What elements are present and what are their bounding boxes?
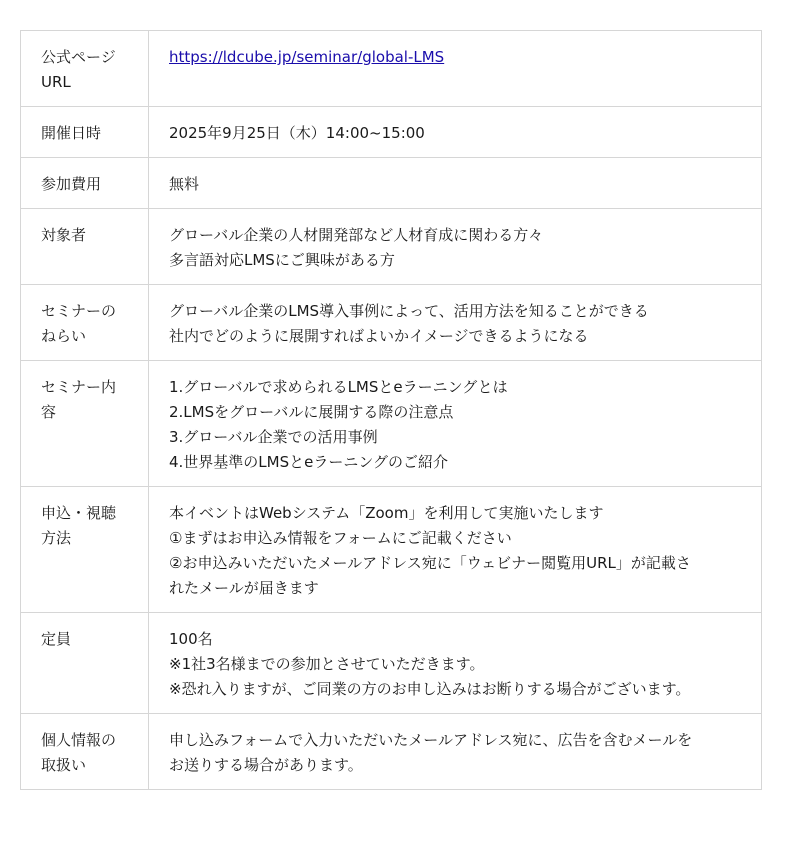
official-page-link[interactable]: https://ldcube.jp/seminar/global-LMS [169,48,445,66]
value-line: 2025年9月25日（木）14:00~15:00 [169,124,425,142]
row-value [149,31,762,107]
row-label [21,31,149,107]
row-value [149,107,762,158]
table-row-seminar-aims [21,285,762,361]
table-row-personal-info [21,714,762,790]
value-line: ※恐れ入りますが、ご同業の方のお申し込みはお断りする場合がございます。 [169,680,691,698]
row-label [21,613,149,714]
value-line: れたメールが届きます [169,579,319,597]
row-label [21,487,149,613]
value-line: 社内でどのように展開すればよいかイメージできるようになる [169,327,589,345]
label-line: セミナーの [41,302,117,320]
label-line: 定員 [41,630,72,648]
seminar-info-container [20,30,762,790]
value-line: お送りする場合があります。 [169,756,363,774]
label-line: 取扱い [41,756,87,774]
row-label [21,285,149,361]
label-line: 方法 [41,529,72,547]
label-line: ねらい [41,327,87,345]
table-row-application-method [21,487,762,613]
row-label [21,107,149,158]
row-value [149,158,762,209]
value-line: 100名 [169,630,213,648]
label-line: URL [41,73,71,91]
label-line: 対象者 [41,226,87,244]
row-value [149,487,762,613]
label-line: 個人情報の [41,731,117,749]
row-value [149,613,762,714]
table-row-capacity [21,613,762,714]
seminar-info-table [20,30,762,790]
row-value [149,209,762,285]
row-label [21,158,149,209]
label-line: 申込・視聴 [41,504,117,522]
label-line: 参加費用 [41,175,102,193]
table-row-official-url [21,31,762,107]
table-row-fee [21,158,762,209]
row-value [149,714,762,790]
value-line: ②お申込みいただいたメールアドレス宛に「ウェビナー閲覧用URL」が記載さ [169,554,691,572]
row-label [21,361,149,487]
label-line: 開催日時 [41,124,102,142]
row-label [21,714,149,790]
value-line: ①まずはお申込み情報をフォームにご記載ください [169,529,512,547]
value-line: 本イベントはWebシステム「Zoom」を利用して実施いたします [169,504,604,522]
value-line: 無料 [169,175,200,193]
table-row-seminar-contents [21,361,762,487]
label-line: 公式ページ [41,48,116,66]
table-row-date [21,107,762,158]
value-line: 多言語対応LMSにご興味がある方 [169,251,395,269]
value-line: 申し込みフォームで入力いただいたメールアドレス宛に、広告を含むメールを [169,731,693,749]
label-line: 容 [41,403,57,421]
value-line: 4.世界基準のLMSとeラーニングのご紹介 [169,453,449,471]
label-line: セミナー内 [41,378,117,396]
value-line: グローバル企業のLMS導入事例によって、活用方法を知ることができる [169,302,649,320]
table-row-target-audience [21,209,762,285]
value-line: 3.グローバル企業での活用事例 [169,428,378,446]
value-line: 1.グローバルで求められるLMSとeラーニングとは [169,378,508,396]
value-line: ※1社3名様までの参加とさせていただきます。 [169,655,485,673]
value-line: 2.LMSをグローバルに展開する際の注意点 [169,403,454,421]
row-value [149,361,762,487]
row-label [21,209,149,285]
row-value [149,285,762,361]
value-line: グローバル企業の人材開発部など人材育成に関わる方々 [169,226,544,244]
